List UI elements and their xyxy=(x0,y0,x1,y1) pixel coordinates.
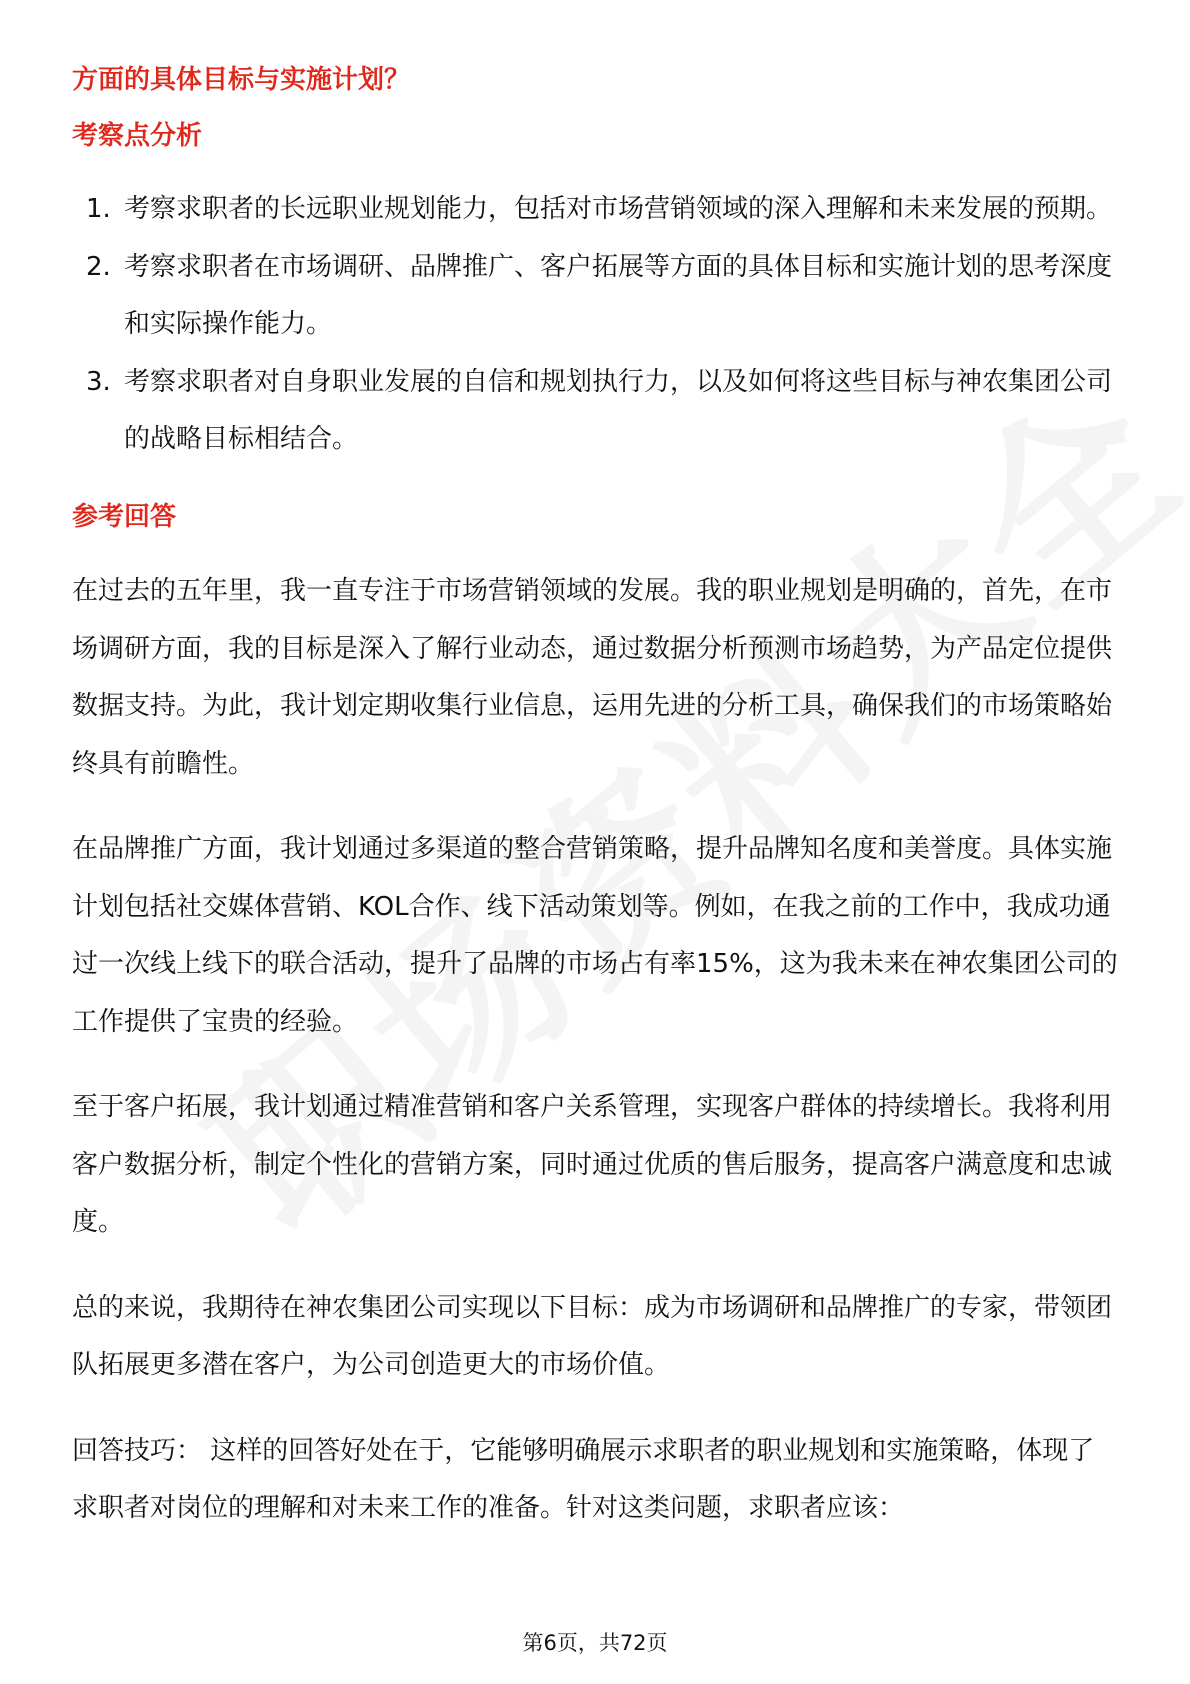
analysis-item xyxy=(72,354,1120,468)
page-number: 第6页，共72页 xyxy=(522,1631,668,1655)
analysis-item-text: 考察求职者对自身职业发展的自信和规划执行力，以及如何将这些目标与神农集团公司的战略目标相结合。 xyxy=(124,367,1113,454)
answer-heading: 参考回答 xyxy=(72,502,177,532)
page-content xyxy=(72,54,1120,1538)
analysis-item-number: 1. xyxy=(86,194,111,224)
analysis-item-text: 考察求职者的长远职业规划能力，包括对市场营销领域的深入理解和未来发展的预期。 xyxy=(124,194,1113,224)
analysis-item xyxy=(72,181,1120,238)
answer-paragraph: 在过去的五年里，我一直专注于市场营销领域的发展。我的职业规划是明确的，首先，在市场调研方面，我的目标是深入了解行业动态，通过数据分析预测市场趋势，为产品定位提供数据支持。为此，我计划定期收集行业信息，运用先进的分析工具，确保我们的市场策略始终具有前瞻性。 xyxy=(72,576,1113,779)
question-heading: 方面的具体目标与实施计划？ xyxy=(72,65,411,95)
analysis-heading: 考察点分析 xyxy=(72,121,203,151)
analysis-item xyxy=(72,239,1120,353)
analysis-list xyxy=(72,181,1120,468)
answer-paragraph: 在品牌推广方面，我计划通过多渠道的整合营销策略，提升品牌知名度和美誉度。具体实施计划包括社交媒体营销、KOL合作、线下活动策划等。例如，在我之前的工作中，我成功通过一次线上线下的联合活动，提升了品牌的市场占有率15%，这为我未来在神农集团公司的工作提供了宝贵的经验。 xyxy=(72,834,1118,1037)
answer-paragraph: 总的来说，我期待在神农集团公司实现以下目标：成为市场调研和品牌推广的专家，带领团队拓展更多潜在客户，为公司创造更大的市场价值。 xyxy=(72,1292,1113,1380)
analysis-item-text: 考察求职者在市场调研、品牌推广、客户拓展等方面的具体目标和实施计划的思考深度和实际操作能力。 xyxy=(124,252,1113,339)
answer-tips-paragraph: 回答技巧： 这样的回答好处在于，它能够明确展示求职者的职业规划和实施策略，体现了求职者对岗位的理解和对未来工作的准备。针对这类问题，求职者应该： xyxy=(72,1435,1095,1523)
answer-paragraph: 至于客户拓展，我计划通过精准营销和客户关系管理，实现客户群体的持续增长。我将利用客户数据分析，制定个性化的营销方案，同时通过优质的售后服务，提高客户满意度和忠诚度。 xyxy=(72,1092,1113,1237)
analysis-item-number: 2. xyxy=(86,252,111,282)
analysis-item-number: 3. xyxy=(86,367,111,397)
